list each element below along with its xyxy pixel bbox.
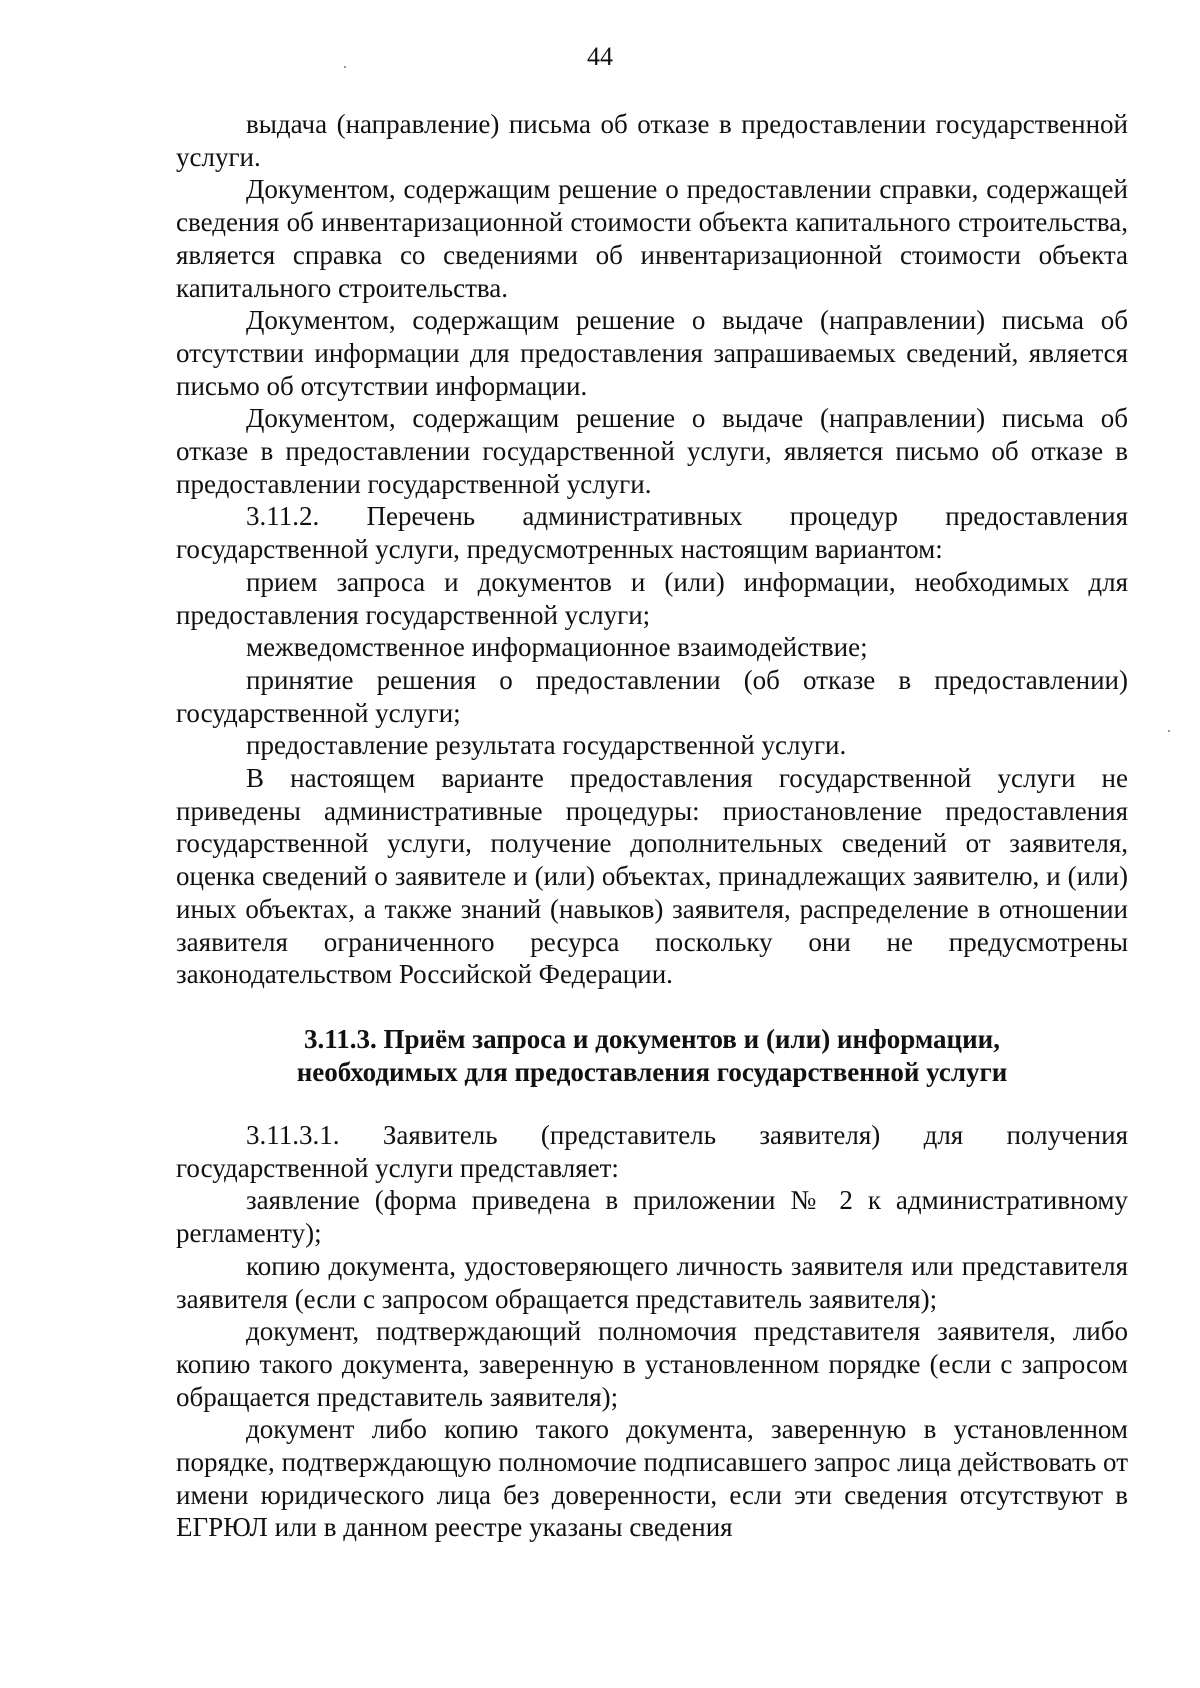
section-heading-line: необходимых для предоставления государственной услуги (296, 1056, 1008, 1087)
paragraph: Документом, содержащим решение о предоставлении справки, содержащей сведения об инвентаризационной стоимости объекта капитального строительства, является справка со сведениями об инвентаризационной стоимости объекта капитального строительства. (176, 174, 1128, 303)
paragraph: Документом, содержащим решение о выдаче (направлении) письма об отказе в предоставлении государственной услуги, является письмо об отказе в предоставлении государственной услуги. (176, 403, 1128, 499)
document-body (176, 108, 1128, 1544)
list-item: копию документа, удостоверяющего личность заявителя или представителя заявителя (если с запросом обращается представитель заявителя); (176, 1250, 1128, 1314)
paragraph: выдача (направление) письма об отказе в предоставлении государственной услуги. (176, 109, 1128, 172)
list-item: межведомственное информационное взаимодействие; (246, 632, 868, 663)
paragraph: 3.11.3.1. Заявитель (представитель заявителя) для получения государственной услуги представляет: (176, 1119, 1128, 1183)
list-item: документ либо копию такого документа, заверенную в установленном порядке, подтверждающую полномочие подписавшего запрос лица действовать от имени юридического лица без доверенности, если эти сведения отсутствуют в ЕГРЮЛ или в данном реестре указаны сведения (176, 1414, 1128, 1543)
list-item: документ, подтверждающий полномочия представителя заявителя, либо копию такого документа, заверенную в установленном порядке (если с запросом обращается представитель заявителя); (176, 1316, 1128, 1412)
list-item: прием запроса и документов и (или) информации, необходимых для предоставления государственной услуги; (176, 566, 1128, 630)
list-item: заявление (форма приведена в приложении № 2 к административному регламенту); (176, 1185, 1128, 1249)
paragraph: В настоящем варианте предоставления государственной услуги не приведены административные процедуры: приостановление предоставления государственной услуги, получение дополнительных сведений от заявителя, оценка сведений о заявителе и (или) объектах, принадлежащих заявителю, и (или) иных объектах, а также знаний (навыков) заявителя, распределение в отношении заявителя ограниченного ресурса поскольку они не предусмотрены законодательством Российской Федерации. (176, 763, 1128, 990)
paragraph: Документом, содержащим решение о выдаче (направлении) письма об отсутствии информации для предоставления запрашиваемых сведений, является письмо об отсутствии информации. (176, 305, 1128, 401)
section-heading-line: 3.11.3. Приём запроса и документов и (или) информации, (304, 1023, 1000, 1054)
list-item: предоставление результата государственной услуги. (246, 730, 847, 761)
list-item: принятие решения о предоставлении (об отказе в предоставлении) государственной услуги; (176, 664, 1128, 728)
paragraph: 3.11.2. Перечень административных процедур предоставления государственной услуги, предусмотренных настоящим вариантом: (176, 501, 1128, 565)
scan-speck (344, 66, 346, 68)
section-heading (176, 1023, 1128, 1089)
scan-speck (1168, 730, 1170, 732)
page-number: 44 (587, 42, 613, 71)
